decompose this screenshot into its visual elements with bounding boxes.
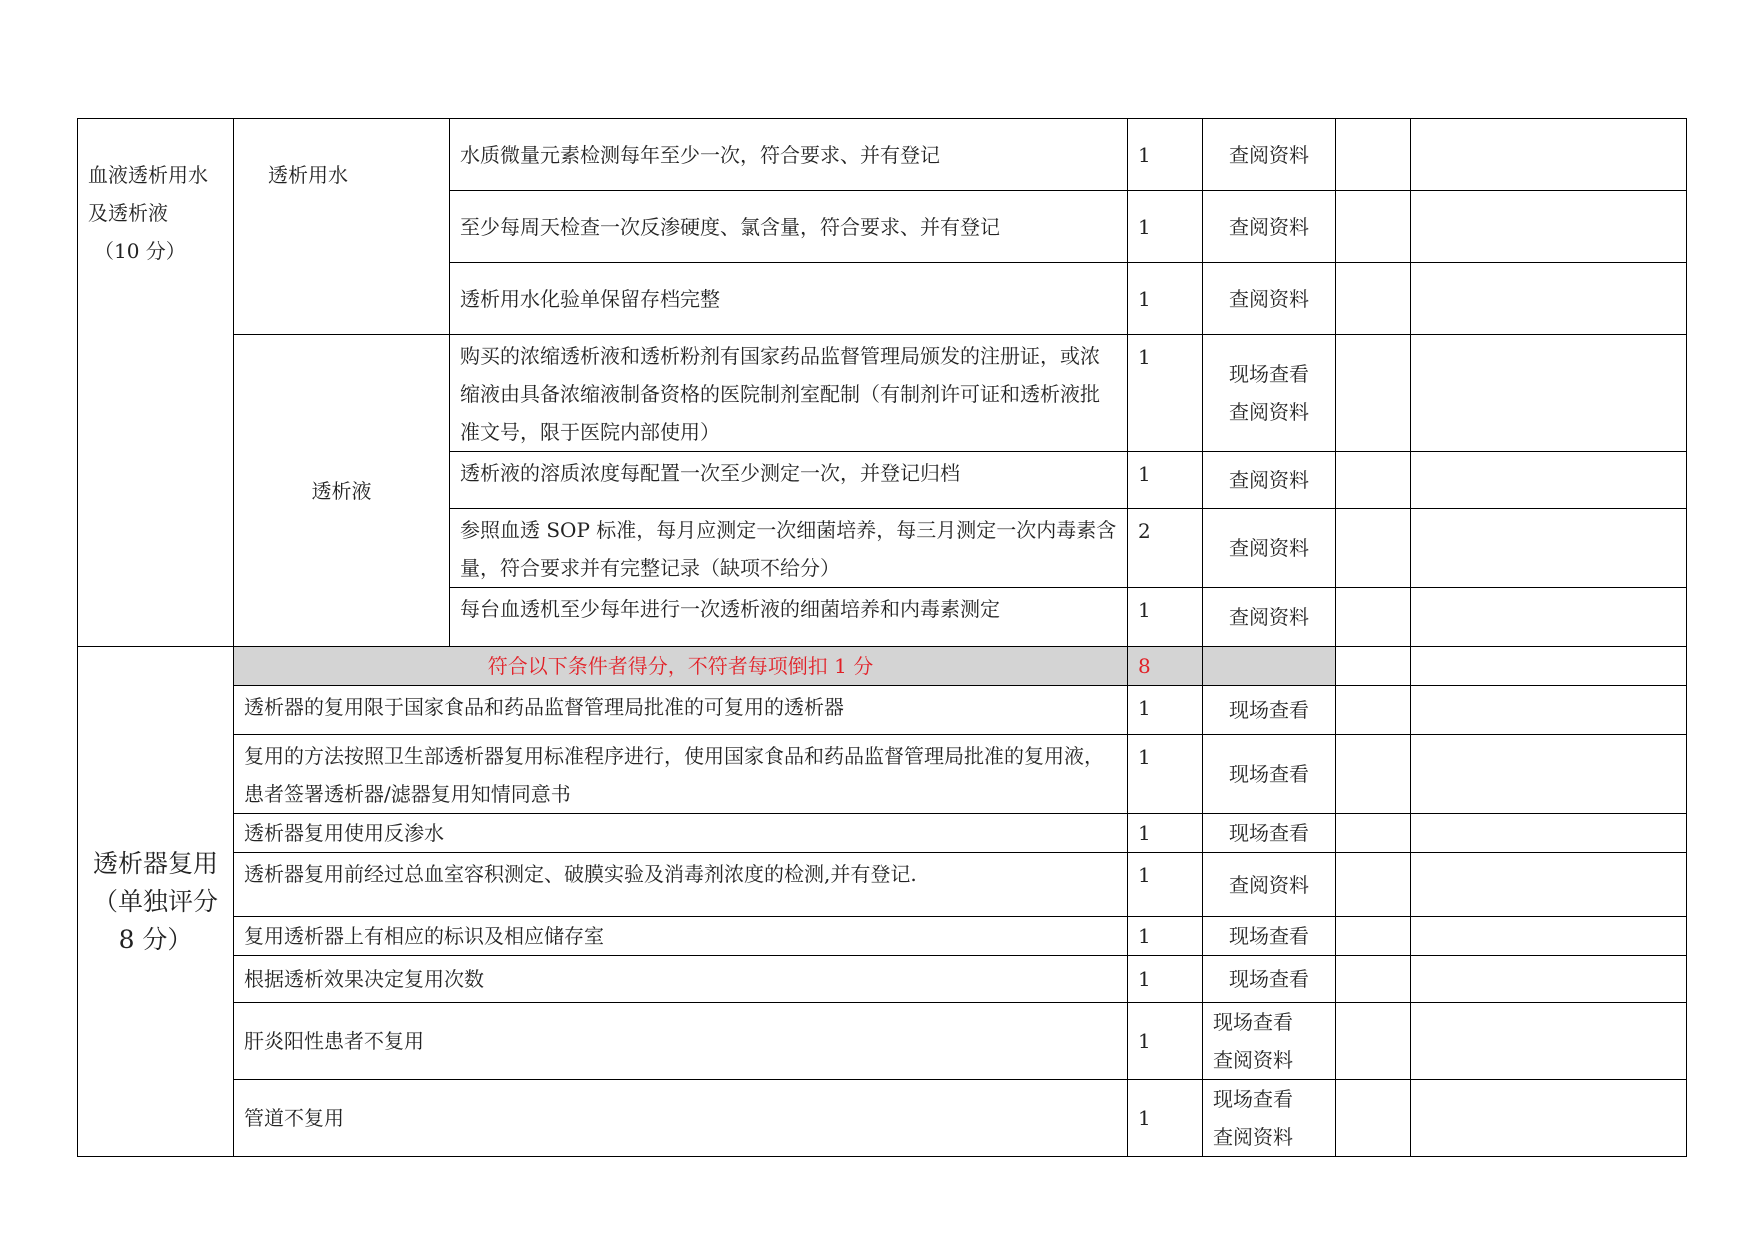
item-text: 管道不复用 bbox=[234, 1080, 1128, 1157]
score-cell: 1 bbox=[1128, 735, 1203, 814]
method-line: 查阅资料 bbox=[1213, 1048, 1293, 1072]
item-text: 肝炎阳性患者不复用 bbox=[234, 1003, 1128, 1080]
empty-cell bbox=[1411, 735, 1687, 814]
empty-cell bbox=[1336, 335, 1411, 452]
empty-cell bbox=[1336, 191, 1411, 263]
table-row bbox=[78, 956, 1687, 1003]
empty-cell bbox=[1411, 853, 1687, 917]
empty-cell bbox=[1336, 119, 1411, 191]
empty-cell bbox=[1336, 263, 1411, 335]
score-cell: 1 bbox=[1128, 1003, 1203, 1080]
table-row bbox=[78, 1003, 1687, 1080]
table-row bbox=[78, 1080, 1687, 1157]
empty-cell bbox=[1411, 647, 1687, 686]
method-cell: 查阅资料 bbox=[1203, 588, 1336, 647]
item-text: 复用透析器上有相应的标识及相应储存室 bbox=[234, 917, 1128, 956]
empty-cell bbox=[1203, 647, 1336, 686]
item-text: 透析器复用前经过总血室容积测定、破膜实验及消毒剂浓度的检测,并有登记. bbox=[234, 853, 1128, 917]
empty-cell bbox=[1336, 1003, 1411, 1080]
empty-cell bbox=[1336, 917, 1411, 956]
table-row bbox=[78, 335, 1687, 452]
score-cell: 1 bbox=[1128, 814, 1203, 853]
empty-cell bbox=[1336, 452, 1411, 509]
empty-cell bbox=[1411, 263, 1687, 335]
method-cell bbox=[1203, 1003, 1336, 1080]
table-row-highlight bbox=[78, 647, 1687, 686]
item-text: 每台血透机至少每年进行一次透析液的细菌培养和内毒素测定 bbox=[450, 588, 1128, 647]
table-row bbox=[78, 853, 1687, 917]
score-cell: 1 bbox=[1128, 1080, 1203, 1157]
table-row bbox=[78, 119, 1687, 191]
category-line: （10 分） bbox=[94, 239, 186, 263]
method-cell: 查阅资料 bbox=[1203, 452, 1336, 509]
empty-cell bbox=[1336, 853, 1411, 917]
table-row bbox=[78, 917, 1687, 956]
empty-cell bbox=[1336, 686, 1411, 735]
method-cell bbox=[1203, 1080, 1336, 1157]
empty-cell bbox=[1411, 956, 1687, 1003]
score-cell: 2 bbox=[1128, 509, 1203, 588]
category-line: 透析器复用 bbox=[92, 848, 218, 878]
empty-cell bbox=[1411, 509, 1687, 588]
method-line: 查阅资料 bbox=[1213, 1125, 1293, 1149]
score-cell: 1 bbox=[1128, 686, 1203, 735]
category-line: 8 分） bbox=[118, 924, 193, 954]
empty-cell bbox=[1411, 814, 1687, 853]
score-cell: 1 bbox=[1128, 452, 1203, 509]
method-line: 现场查看 bbox=[1213, 1010, 1293, 1034]
empty-cell bbox=[1411, 452, 1687, 509]
highlight-score: 8 bbox=[1128, 647, 1203, 686]
method-cell: 查阅资料 bbox=[1203, 191, 1336, 263]
table-row bbox=[78, 686, 1687, 735]
item-text: 根据透析效果决定复用次数 bbox=[234, 956, 1128, 1003]
empty-cell bbox=[1411, 191, 1687, 263]
score-cell: 1 bbox=[1128, 191, 1203, 263]
score-cell: 1 bbox=[1128, 119, 1203, 191]
table-row bbox=[78, 814, 1687, 853]
method-line: 查阅资料 bbox=[1229, 400, 1309, 424]
item-text: 透析器的复用限于国家食品和药品监督管理局批准的可复用的透析器 bbox=[234, 686, 1128, 735]
method-cell: 现场查看 bbox=[1203, 735, 1336, 814]
item-text: 透析液的溶质浓度每配置一次至少测定一次，并登记归档 bbox=[450, 452, 1128, 509]
method-cell: 查阅资料 bbox=[1203, 853, 1336, 917]
empty-cell bbox=[1336, 647, 1411, 686]
method-cell: 现场查看 bbox=[1203, 956, 1336, 1003]
empty-cell bbox=[1411, 588, 1687, 647]
score-cell: 1 bbox=[1128, 917, 1203, 956]
empty-cell bbox=[1336, 509, 1411, 588]
method-cell: 查阅资料 bbox=[1203, 509, 1336, 588]
table-row bbox=[78, 735, 1687, 814]
empty-cell bbox=[1411, 1003, 1687, 1080]
category-line: 及透析液 bbox=[88, 201, 168, 225]
score-cell: 1 bbox=[1128, 853, 1203, 917]
score-cell: 1 bbox=[1128, 956, 1203, 1003]
empty-cell bbox=[1411, 1080, 1687, 1157]
item-text: 透析器复用使用反渗水 bbox=[234, 814, 1128, 853]
score-cell: 1 bbox=[1128, 263, 1203, 335]
item-text: 水质微量元素检测每年至少一次，符合要求、并有登记 bbox=[450, 119, 1128, 191]
item-text: 透析用水化验单保留存档完整 bbox=[450, 263, 1128, 335]
category-line: 血液透析用水 bbox=[88, 163, 208, 187]
subcategory-dialysis-water: 透析用水 bbox=[234, 119, 450, 335]
item-text: 购买的浓缩透析液和透析粉剂有国家药品监督管理局颁发的注册证，或浓缩液由具备浓缩液制备资格的医院制剂室配制（有制剂许可证和透析液批准文号，限于医院内部使用） bbox=[450, 335, 1128, 452]
method-cell: 现场查看 bbox=[1203, 917, 1336, 956]
method-line: 现场查看 bbox=[1213, 1087, 1293, 1111]
empty-cell bbox=[1336, 588, 1411, 647]
empty-cell bbox=[1336, 735, 1411, 814]
score-cell: 1 bbox=[1128, 588, 1203, 647]
category-line: （单独评分 bbox=[92, 886, 218, 916]
empty-cell bbox=[1411, 917, 1687, 956]
method-cell bbox=[1203, 335, 1336, 452]
item-text: 至少每周天检查一次反渗硬度、氯含量，符合要求、并有登记 bbox=[450, 191, 1128, 263]
empty-cell bbox=[1411, 119, 1687, 191]
method-cell: 查阅资料 bbox=[1203, 119, 1336, 191]
subcategory-dialysis-fluid: 透析液 bbox=[234, 335, 450, 647]
item-text: 参照血透 SOP 标准，每月应测定一次细菌培养，每三月测定一次内毒素含量，符合要求并有完整记录（缺项不给分） bbox=[450, 509, 1128, 588]
category-dialyzer-reuse bbox=[78, 647, 234, 1157]
method-line: 现场查看 bbox=[1229, 362, 1309, 386]
score-cell: 1 bbox=[1128, 335, 1203, 452]
item-text: 复用的方法按照卫生部透析器复用标准程序进行，使用国家食品和药品监督管理局批准的复用液，患者签署透析器/滤器复用知情同意书 bbox=[234, 735, 1128, 814]
highlight-rule-text: 符合以下条件者得分，不符者每项倒扣 1 分 bbox=[234, 647, 1128, 686]
empty-cell bbox=[1336, 814, 1411, 853]
scoring-table bbox=[77, 118, 1687, 1157]
empty-cell bbox=[1336, 956, 1411, 1003]
method-cell: 查阅资料 bbox=[1203, 263, 1336, 335]
empty-cell bbox=[1336, 1080, 1411, 1157]
method-cell: 现场查看 bbox=[1203, 814, 1336, 853]
method-cell: 现场查看 bbox=[1203, 686, 1336, 735]
empty-cell bbox=[1411, 686, 1687, 735]
category-dialysis-water-fluid bbox=[78, 119, 234, 647]
empty-cell bbox=[1411, 335, 1687, 452]
